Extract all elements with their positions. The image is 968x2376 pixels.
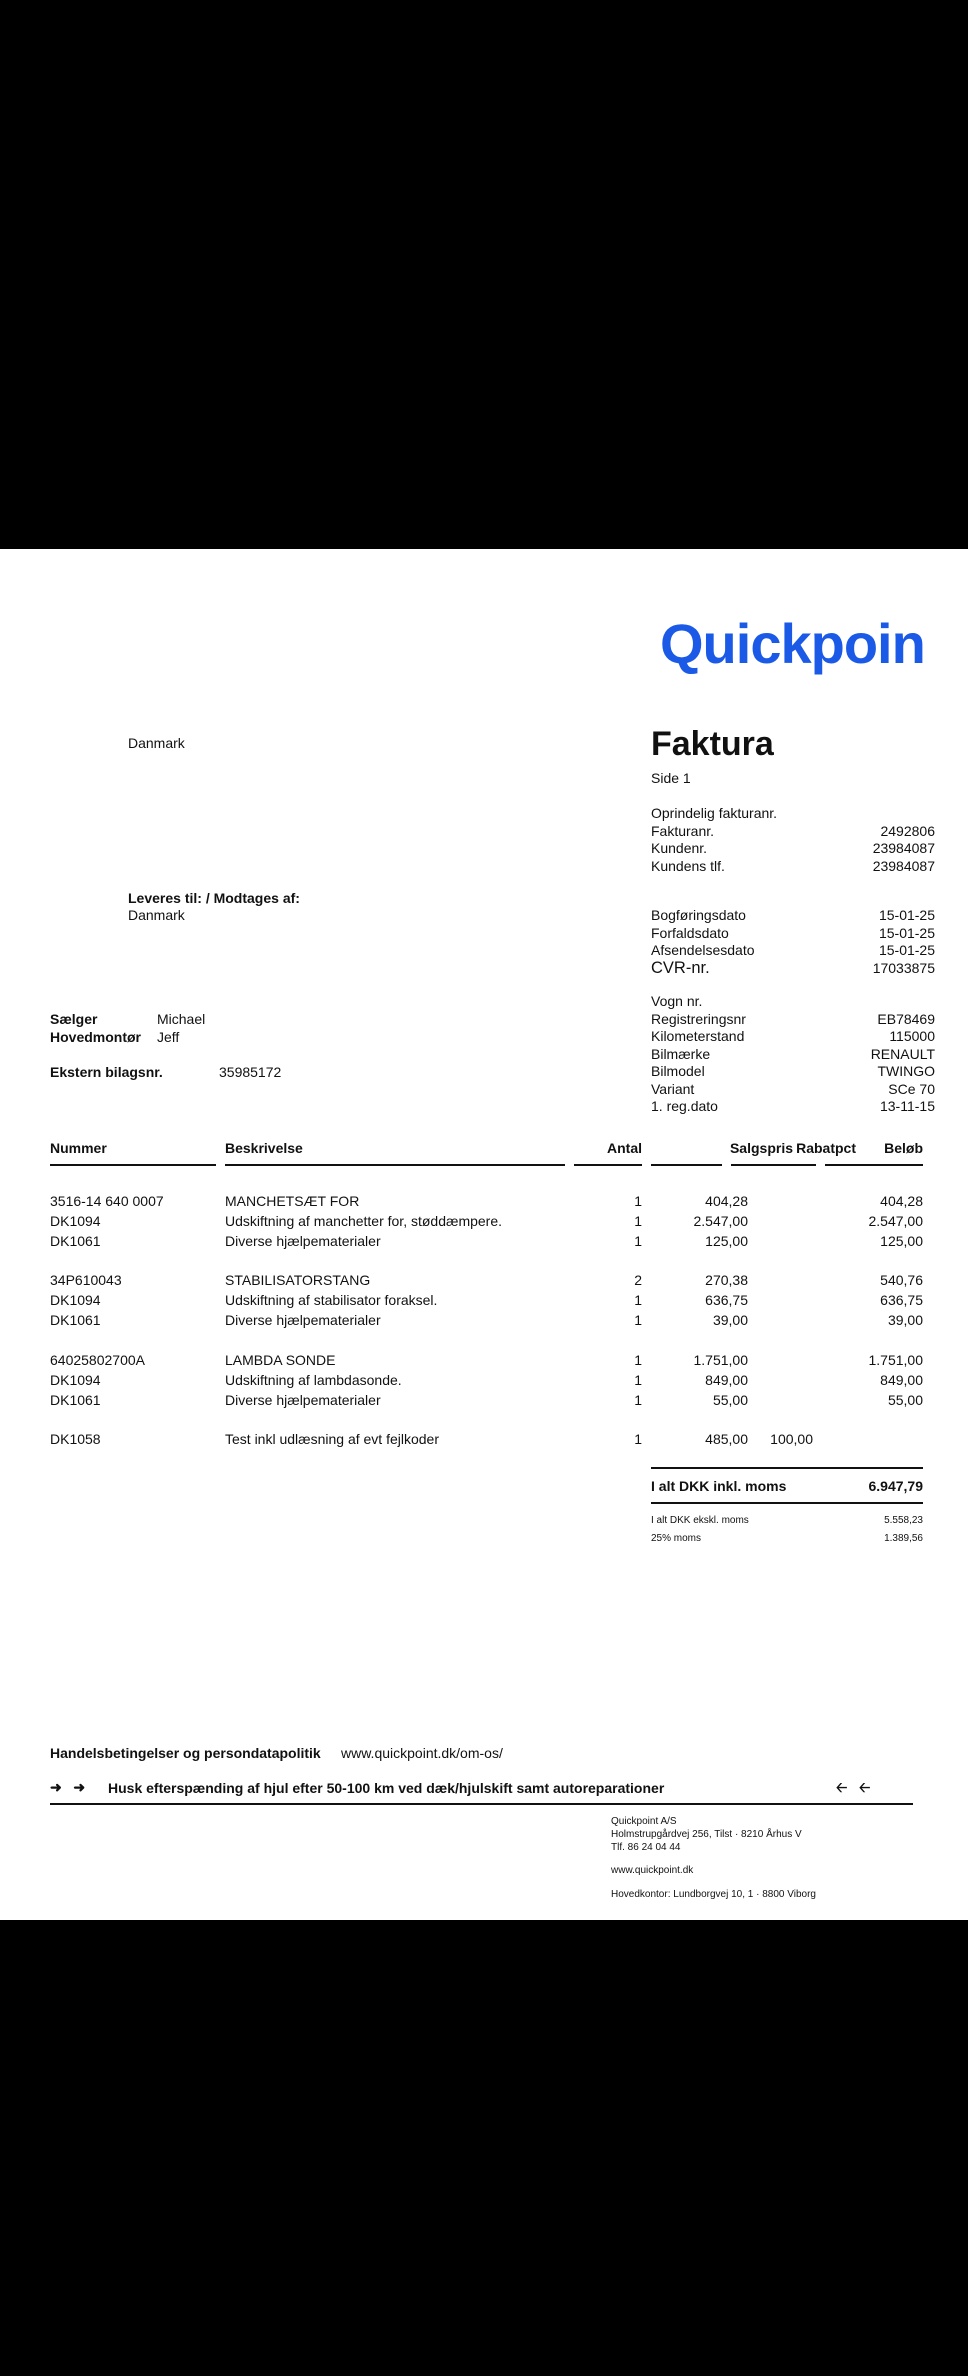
line-quantity: 1 bbox=[634, 1312, 642, 1328]
original-invoice-label: Oprindelig fakturanr. bbox=[651, 805, 778, 821]
totals-rule-bottom bbox=[651, 1502, 923, 1504]
line-price: 270,38 bbox=[705, 1272, 748, 1288]
line-quantity: 1 bbox=[634, 1352, 642, 1368]
line-amount: 404,28 bbox=[880, 1193, 923, 1209]
header-rule bbox=[50, 1164, 216, 1166]
info-label: Bilmærke bbox=[651, 1045, 711, 1062]
header-rule bbox=[225, 1164, 565, 1166]
invoice-page bbox=[0, 549, 968, 1920]
info-value: 2492806 bbox=[880, 822, 935, 839]
table-row bbox=[50, 1310, 923, 1330]
col-header-amount: Beløb bbox=[884, 1140, 923, 1156]
info-row bbox=[651, 960, 935, 978]
col-header-quantity: Antal bbox=[607, 1140, 642, 1156]
line-quantity: 1 bbox=[634, 1372, 642, 1388]
seller-name: Michael bbox=[157, 1011, 206, 1027]
logo-icon bbox=[660, 611, 925, 679]
header-rule bbox=[825, 1164, 923, 1166]
info-row bbox=[651, 823, 935, 841]
table-row bbox=[50, 1350, 923, 1370]
col-header-price: Salgspris bbox=[729, 1140, 793, 1156]
header-rule bbox=[651, 1164, 722, 1166]
terms-link[interactable]: www.quickpoint.dk/om-os/ bbox=[341, 1745, 503, 1761]
info-row bbox=[651, 840, 935, 858]
vat-value: 1.389,56 bbox=[884, 1533, 923, 1544]
info-value: 115000 bbox=[889, 1028, 935, 1044]
col-header-number: Nummer bbox=[50, 1140, 107, 1156]
table-row bbox=[50, 1429, 923, 1449]
totals-rule-top bbox=[651, 1467, 923, 1469]
table-row bbox=[50, 1270, 923, 1290]
vehicle-label: Vogn nr. bbox=[651, 993, 703, 1009]
line-quantity: 1 bbox=[634, 1431, 642, 1447]
vehicle-block bbox=[651, 993, 935, 1116]
line-quantity: 1 bbox=[634, 1292, 642, 1308]
line-description: LAMBDA SONDE bbox=[225, 1352, 336, 1368]
info-value: 23984087 bbox=[872, 840, 935, 856]
excl-vat-label: I alt DKK ekskl. moms bbox=[651, 1515, 749, 1526]
line-amount: 55,00 bbox=[887, 1392, 923, 1408]
company-website[interactable]: www.quickpoint.dk bbox=[611, 1865, 694, 1876]
line-number: DK1094 bbox=[50, 1292, 101, 1308]
header-rule bbox=[574, 1164, 642, 1166]
line-number: DK1058 bbox=[50, 1431, 101, 1447]
external-ref-value: 35985172 bbox=[219, 1064, 282, 1080]
seller-label: Sælger bbox=[50, 1011, 98, 1027]
line-discount: 100,00 bbox=[770, 1431, 813, 1447]
line-description: Diverse hjælpematerialer bbox=[225, 1233, 381, 1249]
line-description: Diverse hjælpematerialer bbox=[225, 1392, 381, 1408]
line-price: 2.547,00 bbox=[693, 1213, 748, 1229]
line-amount: 125,00 bbox=[880, 1233, 923, 1249]
line-price: 849,00 bbox=[705, 1372, 748, 1388]
line-number: DK1061 bbox=[50, 1392, 101, 1408]
company-address: Holmstrupgårdvej 256, Tilst · 8210 Århus V bbox=[611, 1829, 802, 1840]
line-number: DK1094 bbox=[50, 1372, 101, 1388]
arrow-left-icon: 🡠 🡠 bbox=[836, 1779, 871, 1795]
line-amount: 2.547,00 bbox=[868, 1213, 923, 1229]
mechanic-label: Hovedmontør bbox=[50, 1029, 141, 1045]
info-label: Kilometerstand bbox=[651, 1028, 745, 1044]
info-label: Bogføringsdato bbox=[651, 907, 746, 923]
excl-vat-value: 5.558,23 bbox=[884, 1515, 923, 1526]
mechanic-name: Jeff bbox=[157, 1029, 180, 1045]
line-quantity: 2 bbox=[634, 1272, 642, 1288]
info-row bbox=[651, 907, 935, 925]
info-label: Variant bbox=[651, 1080, 695, 1097]
info-label: Forfaldsdato bbox=[651, 924, 729, 941]
line-quantity: 1 bbox=[634, 1193, 642, 1209]
delivery-label: Leveres til: / Modtages af: bbox=[128, 890, 300, 906]
line-amount: 540,76 bbox=[880, 1272, 923, 1288]
info-value: 17033875 bbox=[872, 959, 935, 976]
info-value: 13-11-15 bbox=[879, 1098, 935, 1114]
info-label: 1. reg.dato bbox=[651, 1098, 718, 1114]
vat-label: 25% moms bbox=[651, 1533, 702, 1544]
table-row bbox=[50, 1370, 923, 1390]
line-description: Udskiftning af lambdasonde. bbox=[225, 1372, 402, 1388]
billing-country: Danmark bbox=[128, 735, 185, 751]
page-number: Side 1 bbox=[651, 770, 691, 786]
line-quantity: 1 bbox=[634, 1233, 642, 1249]
delivery-country: Danmark bbox=[128, 907, 185, 923]
total-value: 6.947,79 bbox=[868, 1478, 923, 1494]
arrow-right-icon: ➜ ➜ bbox=[50, 1779, 86, 1795]
info-label: Bilmodel bbox=[651, 1063, 705, 1079]
line-amount: 39,00 bbox=[887, 1312, 923, 1328]
info-row bbox=[651, 1028, 935, 1046]
dates-block bbox=[651, 907, 935, 977]
line-description: Udskiftning af stabilisator foraksel. bbox=[225, 1292, 438, 1308]
info-row bbox=[651, 1011, 935, 1029]
line-amount: 849,00 bbox=[880, 1372, 923, 1388]
info-value: 15-01-25 bbox=[878, 907, 935, 923]
info-value: RENAULT bbox=[870, 1045, 935, 1062]
line-price: 1.751,00 bbox=[693, 1352, 748, 1368]
line-number: DK1061 bbox=[50, 1233, 101, 1249]
terms-label: Handelsbetingelser og persondatapolitik bbox=[50, 1745, 321, 1761]
info-row bbox=[651, 942, 935, 960]
company-hq: Hovedkontor: Lundborgvej 10, 1 · 8800 Viborg bbox=[611, 1889, 816, 1900]
line-description: STABILISATORSTANG bbox=[225, 1272, 371, 1288]
col-header-description: Beskrivelse bbox=[225, 1140, 303, 1156]
line-price: 485,00 bbox=[705, 1431, 748, 1447]
table-row bbox=[50, 1390, 923, 1410]
line-description: Udskiftning af manchetter for, støddæmpere. bbox=[225, 1213, 503, 1229]
line-price: 404,28 bbox=[705, 1193, 748, 1209]
line-price: 55,00 bbox=[712, 1392, 748, 1408]
info-label: CVR-nr. bbox=[651, 958, 710, 977]
table-row bbox=[50, 1211, 923, 1231]
line-number: 64025802700A bbox=[50, 1352, 145, 1368]
invoice-info-block bbox=[651, 805, 935, 875]
line-price: 39,00 bbox=[712, 1312, 748, 1328]
external-ref-label: Ekstern bilagsnr. bbox=[50, 1064, 163, 1080]
footer-rule bbox=[50, 1803, 913, 1805]
company-name: Quickpoint A/S bbox=[611, 1816, 677, 1827]
info-value: SCe 70 bbox=[888, 1080, 935, 1097]
line-description: Test inkl udlæsning af evt fejlkoder bbox=[225, 1431, 439, 1447]
info-row bbox=[651, 858, 935, 876]
page-title: Faktura bbox=[651, 725, 774, 763]
info-value: 15-01-25 bbox=[878, 942, 935, 958]
info-row bbox=[651, 1063, 935, 1081]
info-row bbox=[651, 1081, 935, 1099]
line-amount: 636,75 bbox=[880, 1292, 923, 1308]
line-number: DK1061 bbox=[50, 1312, 101, 1328]
info-row bbox=[651, 925, 935, 943]
col-header-discount: Rabatpct bbox=[796, 1140, 856, 1156]
company-phone: Tlf. 86 24 04 44 bbox=[611, 1842, 681, 1853]
info-value: EB78469 bbox=[877, 1010, 935, 1027]
info-row bbox=[651, 1098, 935, 1116]
info-label: Kundens tlf. bbox=[651, 857, 725, 874]
line-description: MANCHETSÆT FOR bbox=[225, 1193, 360, 1209]
line-quantity: 1 bbox=[634, 1213, 642, 1229]
info-value: 23984087 bbox=[872, 857, 935, 874]
line-number: 34P610043 bbox=[50, 1272, 122, 1288]
svg-text:Quickpoint: Quickpoint bbox=[660, 612, 925, 675]
line-number: 3516-14 640 0007 bbox=[50, 1193, 164, 1209]
line-price: 636,75 bbox=[705, 1292, 748, 1308]
line-description: Diverse hjælpematerialer bbox=[225, 1312, 381, 1328]
line-quantity: 1 bbox=[634, 1392, 642, 1408]
info-row bbox=[651, 1046, 935, 1064]
info-value: 15-01-25 bbox=[878, 924, 935, 941]
table-row bbox=[50, 1231, 923, 1251]
table-row bbox=[50, 1191, 923, 1211]
info-label: Kundenr. bbox=[651, 840, 708, 856]
info-label: Fakturanr. bbox=[651, 822, 715, 839]
line-amount: 1.751,00 bbox=[868, 1352, 923, 1368]
quickpoint-logo bbox=[660, 611, 925, 679]
info-value: TWINGO bbox=[877, 1063, 935, 1079]
line-price: 125,00 bbox=[705, 1233, 748, 1249]
info-label: Registreringsnr bbox=[651, 1010, 746, 1027]
info-label: Afsendelsesdato bbox=[651, 942, 755, 958]
line-number: DK1094 bbox=[50, 1213, 101, 1229]
reminder-banner: Husk efterspænding af hjul efter 50-100 km ved dæk/hjulskift samt autoreparationer bbox=[108, 1780, 665, 1796]
header-rule bbox=[731, 1164, 816, 1166]
table-row bbox=[50, 1290, 923, 1310]
total-label: I alt DKK inkl. moms bbox=[651, 1478, 787, 1494]
